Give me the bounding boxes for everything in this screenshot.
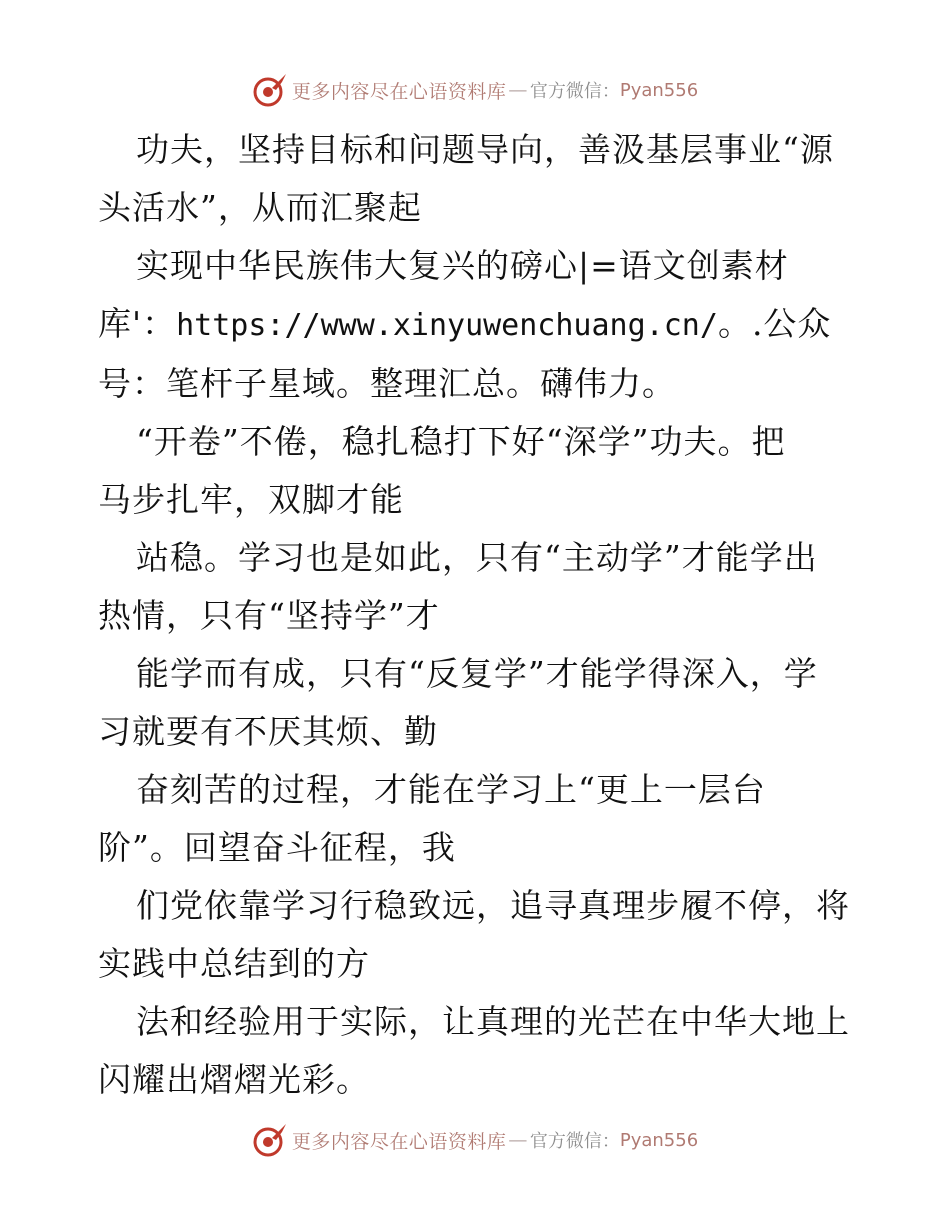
paragraph-1 bbox=[98, 121, 858, 237]
text-line: 奋刻苦的过程，才能在学习上“更上一层台 bbox=[136, 770, 766, 809]
header-watermark-banner bbox=[0, 70, 950, 110]
text-line: 功夫，坚持目标和问题导向，善汲基层事业“源 bbox=[136, 130, 834, 169]
quill-logo-icon bbox=[252, 72, 288, 108]
paragraph-2 bbox=[98, 237, 858, 413]
text-line: 法和经验用于实际，让真理的光芒在中华大地上 bbox=[136, 1002, 850, 1041]
text-fragment: 库'： bbox=[98, 304, 177, 343]
text-line-with-url bbox=[98, 295, 858, 355]
footer-banner-label: 官方微信： bbox=[529, 1131, 620, 1152]
footer-banner-separator: — bbox=[508, 1129, 528, 1151]
paragraph-3 bbox=[98, 413, 858, 529]
paragraph-4 bbox=[98, 529, 858, 645]
website-url: https://www.xinyuwenchuang.cn/ bbox=[176, 308, 718, 343]
header-banner-separator: — bbox=[508, 79, 528, 101]
paragraph-8 bbox=[98, 993, 858, 1109]
footer-banner-wechat-id: Pyan556 bbox=[619, 1129, 699, 1151]
footer-watermark-banner bbox=[0, 1120, 950, 1160]
text-line: 实现中华民族伟大复兴的磅心|=语文创素材 bbox=[136, 246, 789, 285]
text-line: 们党依靠学习行稳致远，追寻真理步履不停，将 bbox=[136, 886, 850, 925]
header-banner-text: 更多内容尽在心语资料库 bbox=[291, 80, 507, 103]
text-line: 头活水”，从而汇聚起 bbox=[98, 188, 422, 227]
text-line: 热情，只有“坚持学”才 bbox=[98, 596, 440, 635]
paragraph-6 bbox=[98, 761, 858, 877]
text-line: 实践中总结到的方 bbox=[98, 944, 370, 983]
quill-logo-icon bbox=[252, 1122, 288, 1158]
text-line: 闪耀出熠熠光彩。 bbox=[98, 1060, 370, 1099]
text-line: 习就要有不厌其烦、勤 bbox=[98, 712, 438, 751]
text-fragment: 。.公众 bbox=[717, 304, 832, 343]
text-line: 马步扎牢，双脚才能 bbox=[98, 480, 404, 519]
paragraph-5 bbox=[98, 645, 858, 761]
text-line: 能学而有成，只有“反复学”才能学得深入，学 bbox=[136, 654, 818, 693]
footer-banner-text: 更多内容尽在心语资料库 bbox=[291, 1130, 507, 1153]
text-line: 号：笔杆子星域。整理汇总。礴伟力。 bbox=[98, 364, 676, 403]
text-line: 站稳。学习也是如此，只有“主动学”才能学出 bbox=[136, 538, 818, 577]
text-line: “开卷”不倦，稳扎稳打下好“深学”功夫。把 bbox=[136, 422, 786, 461]
document-body bbox=[98, 121, 858, 1109]
paragraph-7 bbox=[98, 877, 858, 993]
header-banner-label: 官方微信： bbox=[529, 81, 620, 102]
text-line: 阶”。回望奋斗征程，我 bbox=[98, 828, 456, 867]
header-banner-wechat-id: Pyan556 bbox=[619, 79, 699, 101]
